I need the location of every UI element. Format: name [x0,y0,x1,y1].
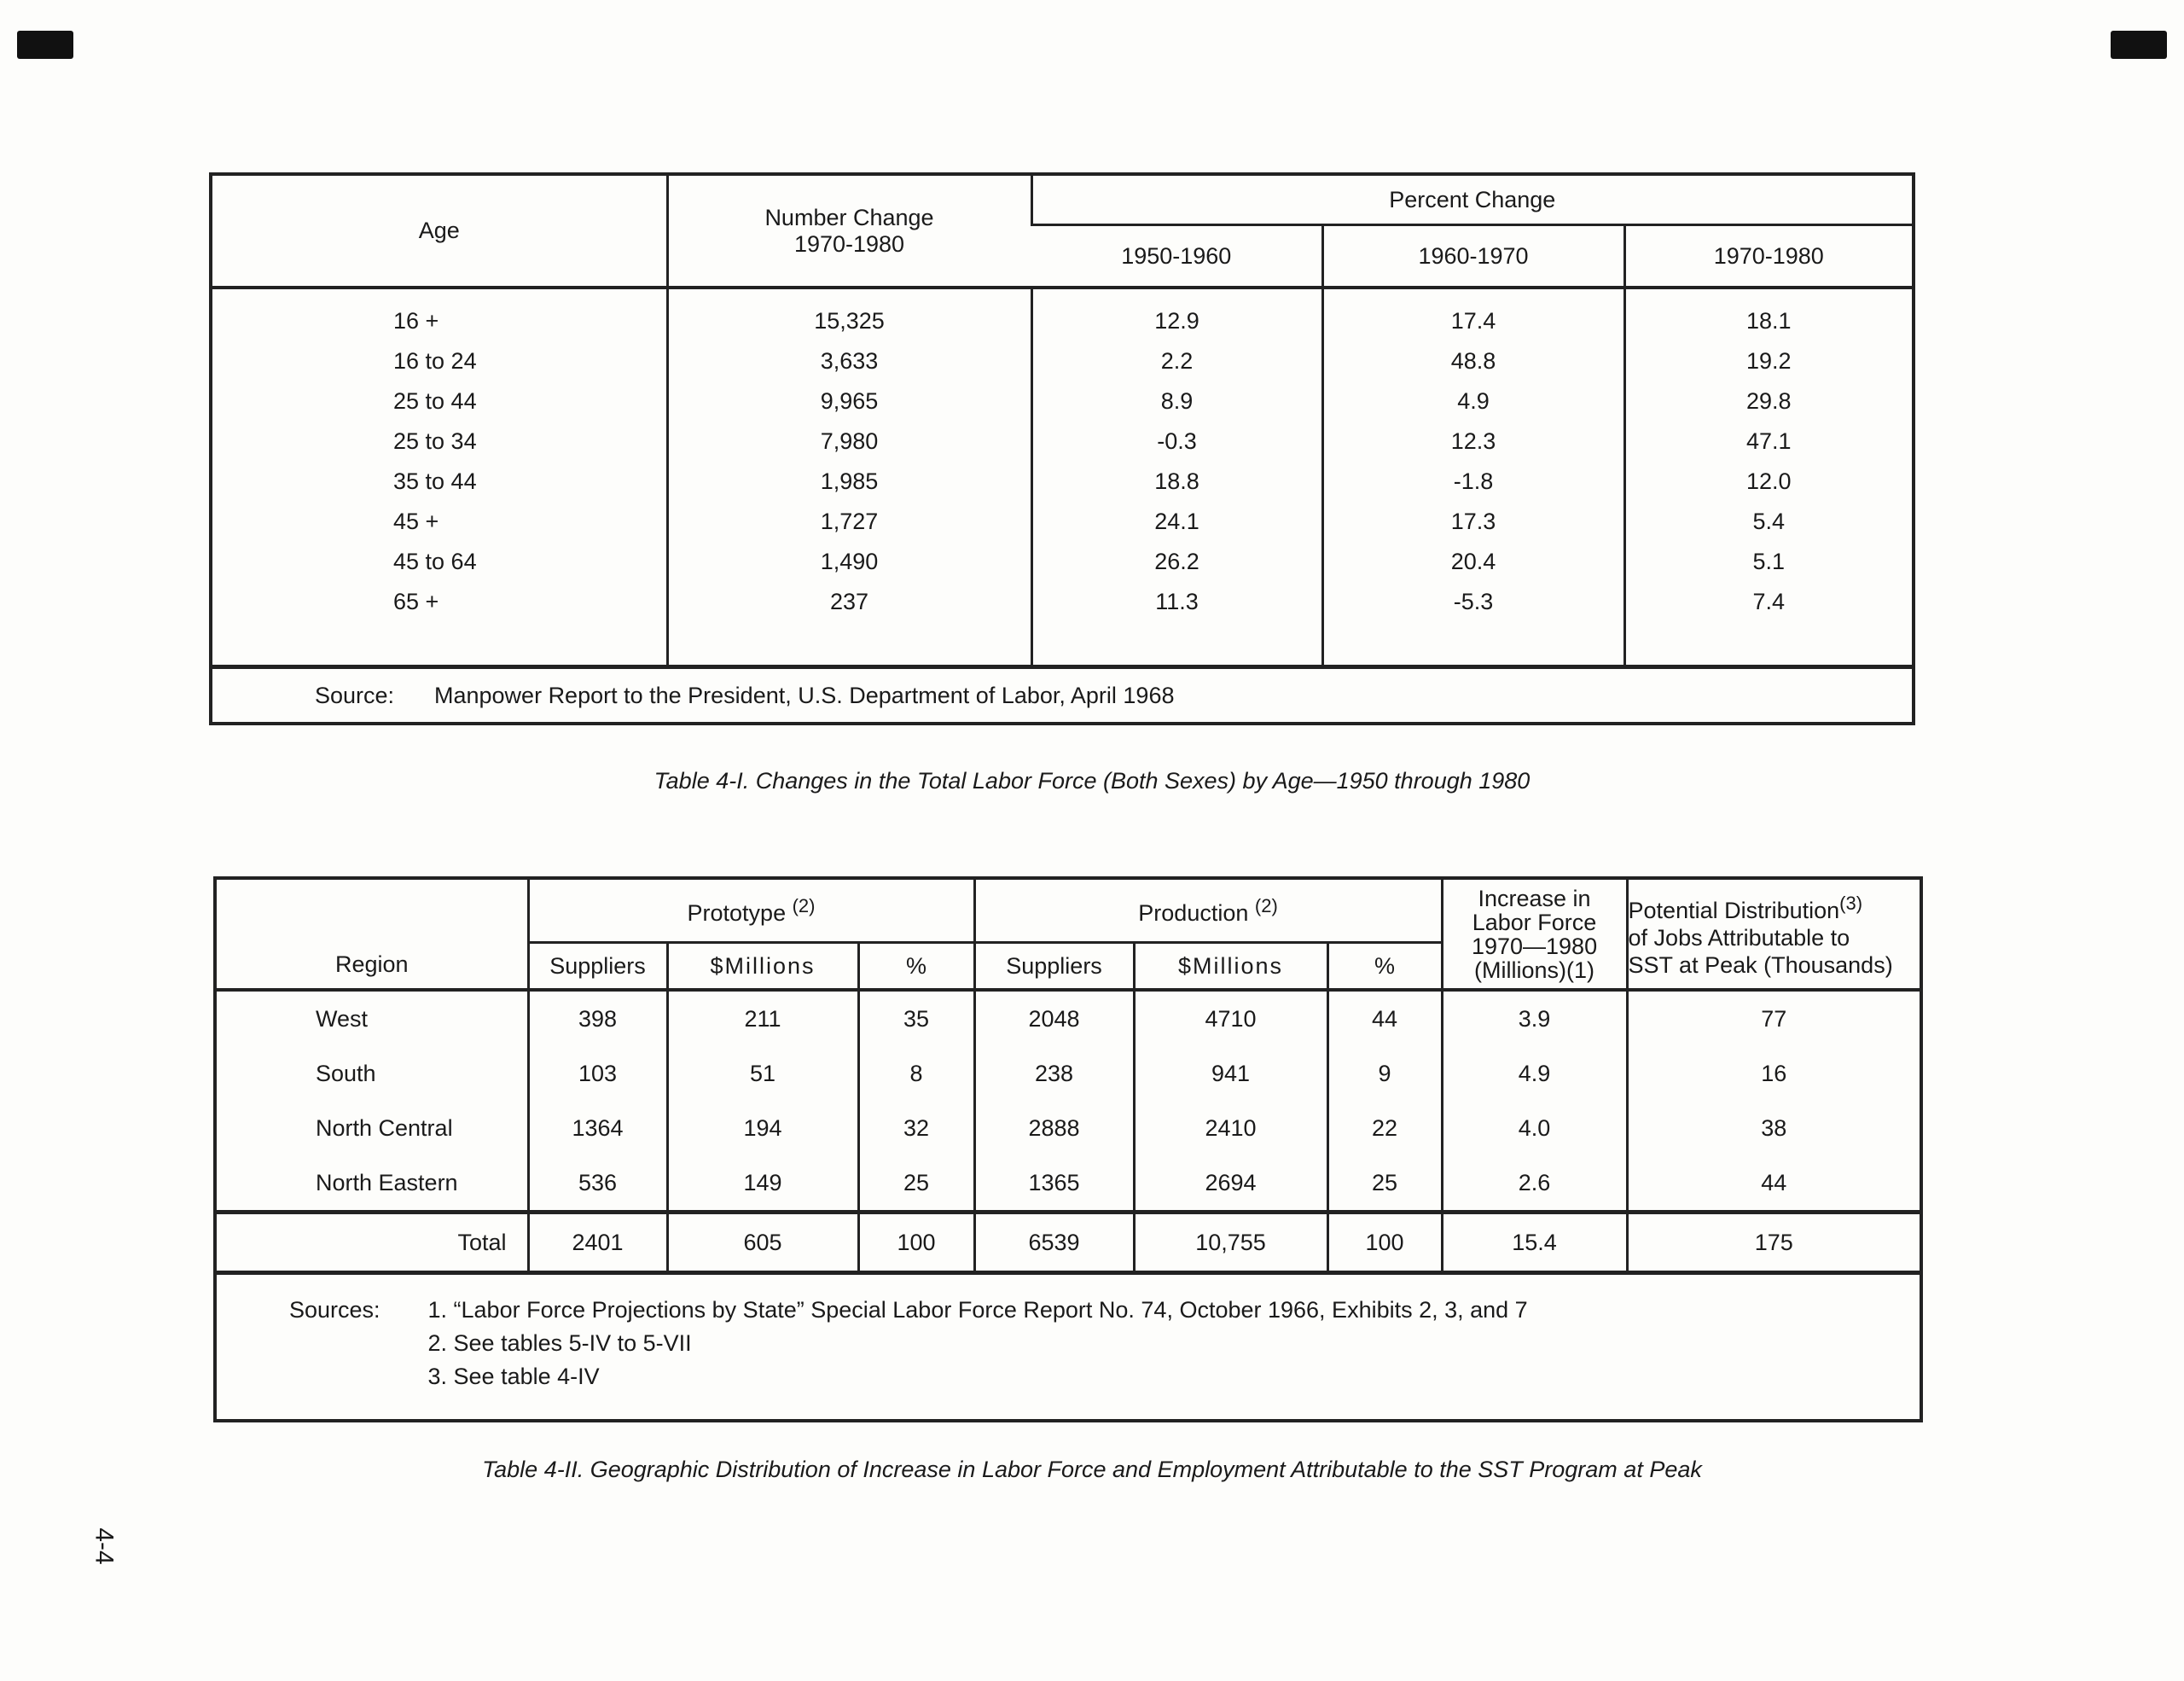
potential-jobs-header: Potential Distribution$^{(3)}$ of Jobs Attributable to SST at Peak (Thousands) [1627,878,1921,990]
total-cell: 100 [858,1213,974,1273]
total-label: Total [215,1213,528,1273]
table-row [211,341,1914,381]
value-cell: 11.3 [1031,582,1322,622]
sources-note: Sources: 1. “Labor Force Projections by State” Special Labor Force Report No. 74, October 1966, Exhibits 2, 3, and 7 2. See tables 5-IV to 5-VII 3. See table 4-IV [215,1273,1921,1422]
value-cell: 2410 [1134,1101,1327,1155]
value-cell: 8 [858,1046,974,1101]
value-cell: 941 [1134,1046,1327,1101]
value-cell: 5.1 [1624,542,1914,582]
table-row [211,422,1914,462]
value-cell: 237 [667,582,1031,622]
region-cell: West [316,1005,369,1032]
production-header: Production $^{(2)}$ [974,878,1442,943]
total-cell: 15.4 [1442,1213,1627,1273]
age-cell: 25 to 44 [393,388,477,414]
value-cell: -0.3 [1031,422,1322,462]
value-cell: 238 [974,1046,1134,1101]
value-cell: 12.9 [1031,288,1322,341]
period-header: 1960-1970 [1322,225,1624,288]
region-cell: North Central [316,1114,453,1141]
total-cell: 605 [667,1213,858,1273]
value-cell: 1364 [528,1101,667,1155]
value-cell: 44 [1327,990,1442,1046]
value-cell: 20.4 [1322,542,1624,582]
total-cell: 6539 [974,1213,1134,1273]
value-cell: 211 [667,990,858,1046]
value-cell: 9 [1327,1046,1442,1101]
table-row [211,582,1914,622]
period-header: 1950-1960 [1031,225,1322,288]
age-cell: 25 to 34 [393,428,477,454]
value-cell: 398 [528,990,667,1046]
table-row [215,1155,1921,1213]
table-caption: Table 4-I. Changes in the Total Labor Force (Both Sexes) by Age—1950 through 1980 [653,768,1531,794]
table-row [211,288,1914,341]
value-cell: 2.6 [1442,1155,1627,1213]
age-cell: 16 + [393,308,439,334]
total-cell: 175 [1627,1213,1921,1273]
value-cell: 51 [667,1046,858,1101]
value-cell: 103 [528,1046,667,1101]
table-caption: Table 4-II. Geographic Distribution of Increase in Labor Force and Employment Attributable to the SST Program at Peak [482,1457,1702,1482]
region-header: Region [215,878,528,990]
value-cell: 4710 [1134,990,1327,1046]
value-cell: 536 [528,1155,667,1213]
age-cell: 65 + [393,589,439,614]
value-cell: -1.8 [1322,462,1624,502]
table-row [211,381,1914,422]
table-row [215,1101,1921,1155]
value-cell: 149 [667,1155,858,1213]
percent-change-header: Percent Change [1031,174,1914,225]
value-cell: 3.9 [1442,990,1627,1046]
value-cell: 16 [1627,1046,1921,1101]
value-cell: 25 [1327,1155,1442,1213]
total-cell: 100 [1327,1213,1442,1273]
value-cell: 1365 [974,1155,1134,1213]
value-cell: 19.2 [1624,341,1914,381]
total-row [215,1213,1921,1273]
value-cell: 17.3 [1322,502,1624,542]
value-cell: 7.4 [1624,582,1914,622]
value-cell: 7,980 [667,422,1031,462]
value-cell: 3,633 [667,341,1031,381]
table-row [211,542,1914,582]
age-cell: 45 + [393,509,439,534]
value-cell: 32 [858,1101,974,1155]
value-cell: 15,325 [667,288,1031,341]
geographic-distribution-table [213,876,1923,1422]
table-row [211,462,1914,502]
suppliers-header: Suppliers [974,943,1134,991]
source-item: 1. “Labor Force Projections by State” Special Labor Force Report No. 74, October 1966, Exhibits 2, 3, and 7 [427,1297,1528,1323]
value-cell: 18.1 [1624,288,1914,341]
prototype-header: Prototype $^{(2)}$ [528,878,974,943]
value-cell: 47.1 [1624,422,1914,462]
value-cell: 26.2 [1031,542,1322,582]
age-header: Age [211,174,667,288]
value-cell: 38 [1627,1101,1921,1155]
value-cell: 4.9 [1322,381,1624,422]
value-cell: 5.4 [1624,502,1914,542]
percent-header: % [1327,943,1442,991]
suppliers-header: Suppliers [528,943,667,991]
labor-force-increase-header: Increase in Labor Force 1970—1980 (Millions)(1) [1442,878,1627,990]
age-cell: 45 to 64 [393,549,477,574]
region-cell: North Eastern [316,1169,458,1195]
value-cell: 1,490 [667,542,1031,582]
registration-mark [2111,31,2167,59]
labor-force-by-age-table [209,172,1915,725]
millions-header: $Millions [1134,943,1327,991]
registration-mark [17,31,73,59]
page-number: 4-4 [90,1527,119,1565]
millions-header: $Millions [667,943,858,991]
source-item: 3. See table 4-IV [427,1364,600,1389]
value-cell: 9,965 [667,381,1031,422]
value-cell: 35 [858,990,974,1046]
value-cell: 2694 [1134,1155,1327,1213]
table-row [211,502,1914,542]
value-cell: 1,727 [667,502,1031,542]
value-cell: 194 [667,1101,858,1155]
value-cell: 4.9 [1442,1046,1627,1101]
value-cell: 2888 [974,1101,1134,1155]
value-cell: 24.1 [1031,502,1322,542]
table-row [215,990,1921,1046]
value-cell: 1,985 [667,462,1031,502]
value-cell: -5.3 [1322,582,1624,622]
number-change-header: Number Change 1970-1980 [667,174,1031,288]
value-cell: 12.0 [1624,462,1914,502]
total-cell: 10,755 [1134,1213,1327,1273]
age-cell: 35 to 44 [393,468,477,494]
value-cell: 29.8 [1624,381,1914,422]
period-header: 1970-1980 [1624,225,1914,288]
value-cell: 8.9 [1031,381,1322,422]
percent-header: % [858,943,974,991]
value-cell: 48.8 [1322,341,1624,381]
total-cell: 2401 [528,1213,667,1273]
value-cell: 77 [1627,990,1921,1046]
source-item: 2. See tables 5-IV to 5-VII [427,1330,692,1356]
table-row [215,1046,1921,1101]
source-note: Source: Manpower Report to the President, U.S. Department of Labor, April 1968 [211,667,1914,724]
value-cell: 2.2 [1031,341,1322,381]
value-cell: 44 [1627,1155,1921,1213]
value-cell: 25 [858,1155,974,1213]
value-cell: 12.3 [1322,422,1624,462]
value-cell: 18.8 [1031,462,1322,502]
value-cell: 2048 [974,990,1134,1046]
age-cell: 16 to 24 [393,348,477,374]
value-cell: 4.0 [1442,1101,1627,1155]
value-cell: 22 [1327,1101,1442,1155]
region-cell: South [316,1060,376,1086]
value-cell: 17.4 [1322,288,1624,341]
